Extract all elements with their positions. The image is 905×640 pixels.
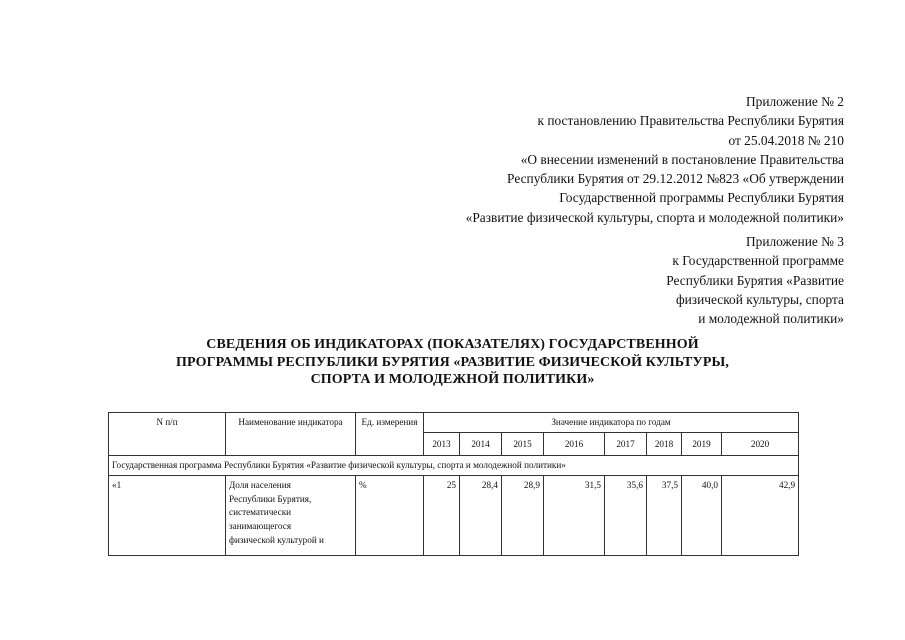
appendix-2-line: к постановлению Правительства Республики Бурятия (537, 113, 844, 129)
indicator-value: 25 (424, 476, 460, 556)
appendix-3-line: Республики Бурятия «Развитие (666, 272, 844, 288)
indicator-value: 42,9 (722, 476, 799, 556)
row-number: «1 (109, 476, 226, 556)
appendix-2-line: «Развитие физической культуры, спорта и молодежной политики» (465, 209, 844, 225)
indicator-value: 37,5 (647, 476, 682, 556)
indicator-name-line: Доля населения (229, 480, 291, 490)
indicator-name-line: систематически (229, 507, 292, 518)
header-year: 2020 (722, 433, 799, 456)
indicator-units: % (356, 476, 424, 556)
appendix-3-line: и молодежной политики» (698, 311, 844, 327)
title-line: СПОРТА И МОЛОДЕЖНОЙ ПОЛИТИКИ» (310, 372, 595, 387)
appendix-3-line: Приложение № 3 (745, 234, 844, 249)
indicator-name (226, 476, 356, 556)
indicator-value: 31,5 (544, 476, 605, 556)
header-year: 2014 (460, 433, 502, 456)
indicator-name-line: занимающегося (229, 521, 292, 532)
appendix-2-header (466, 92, 844, 227)
header-indicator-name: Наименование индикатора (226, 413, 356, 456)
appendix-2-line: от 25.04.2018 № 210 (728, 132, 844, 148)
appendix-3-line: к Государственной программе (672, 253, 844, 269)
header-year: 2018 (647, 433, 682, 456)
indicators-table (108, 412, 799, 556)
appendix-2-line: «О внесении изменений в постановление Правительства (520, 151, 844, 167)
indicator-value: 40,0 (682, 476, 722, 556)
document-title (0, 336, 905, 389)
title-line: ПРОГРАММЫ РЕСПУБЛИКИ БУРЯТИЯ «РАЗВИТИЕ ФИЗИЧЕСКОЙ КУЛЬТУРЫ, (176, 354, 729, 370)
section-title: Государственная программа Республики Бурятия «Развитие физической культуры, спорта и молодежной политики» (109, 456, 799, 476)
appendix-2-line: Государственной программы Республики Бурятия (559, 190, 844, 206)
table-header-row (109, 413, 799, 433)
header-year: 2015 (502, 433, 544, 456)
table-section-row (109, 456, 799, 476)
indicator-value: 28,9 (502, 476, 544, 556)
table-row (109, 476, 799, 556)
indicator-name-line: Республики Бурятия, (229, 493, 312, 504)
appendix-3-header (666, 232, 844, 328)
header-year: 2013 (424, 433, 460, 456)
header-year: 2016 (544, 433, 605, 456)
indicator-value: 35,6 (605, 476, 647, 556)
header-year: 2019 (682, 433, 722, 456)
indicator-name-line: физической культурой и (229, 534, 324, 545)
header-year: 2017 (605, 433, 647, 456)
appendix-3-line: физической культуры, спорта (675, 291, 844, 307)
appendix-2-line: Приложение № 2 (745, 94, 844, 109)
title-line: СВЕДЕНИЯ ОБ ИНДИКАТОРАХ (ПОКАЗАТЕЛЯХ) ГОСУДАРСТВЕННОЙ (206, 337, 699, 352)
header-number: N п/п (109, 413, 226, 456)
indicator-value: 28,4 (460, 476, 502, 556)
header-units: Ед. измерения (356, 413, 424, 456)
appendix-2-line: Республики Бурятия от 29.12.2012 №823 «Об утверждении (507, 171, 844, 187)
header-values-by-year: Значение индикатора по годам (424, 413, 799, 433)
